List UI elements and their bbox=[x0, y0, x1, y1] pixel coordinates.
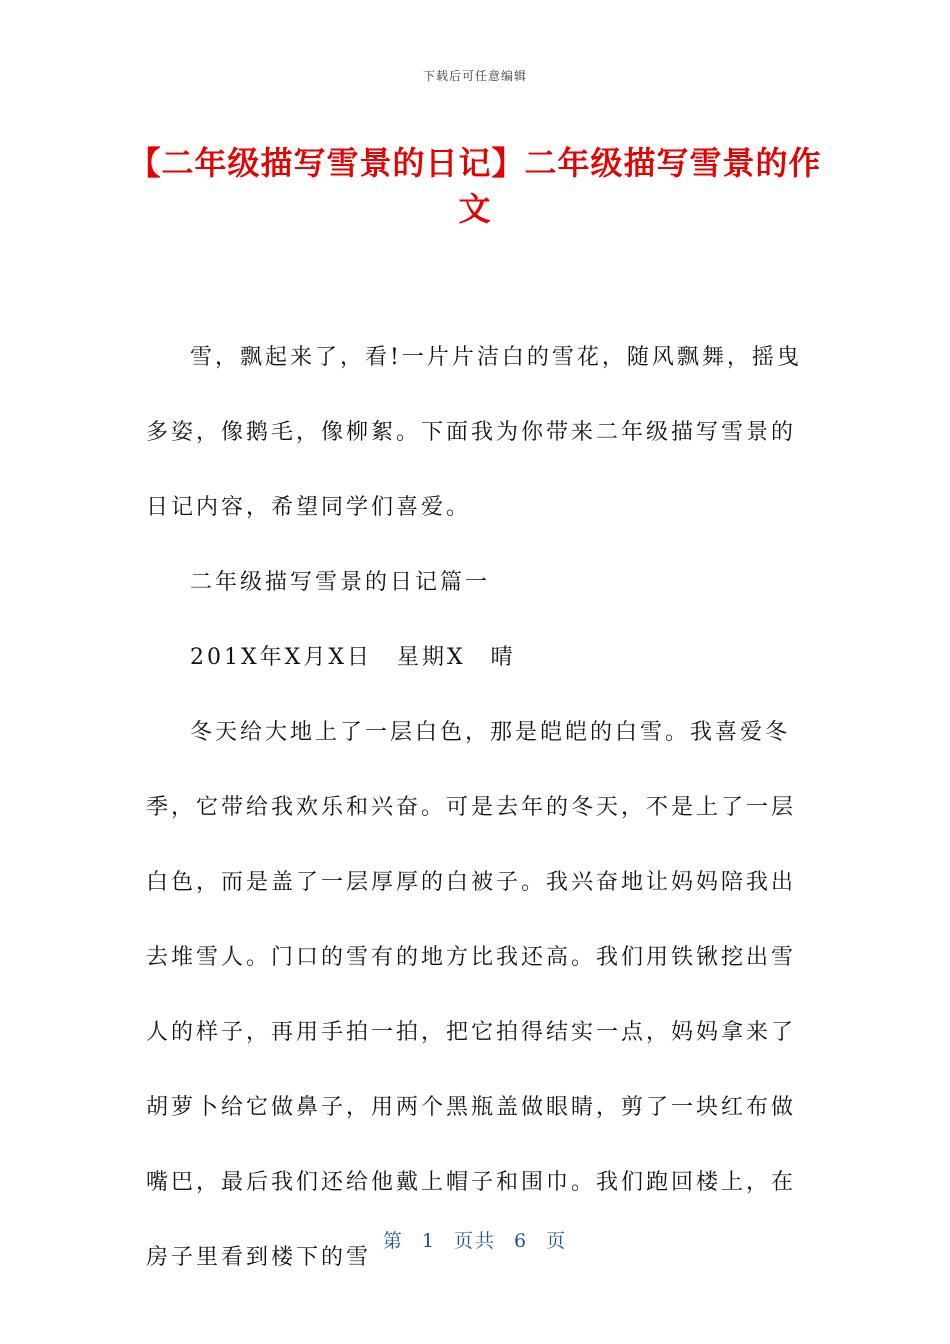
header-note: 下载后可任意编辑 bbox=[422, 69, 527, 83]
footer-total-pages: 6 bbox=[514, 1230, 529, 1252]
footer-prefix: 第 bbox=[382, 1230, 404, 1252]
footer-page-number: 1 bbox=[421, 1230, 436, 1252]
document-title: 【二年级描写雪景的日记】二年级描写雪景的作文 bbox=[128, 144, 822, 228]
footer-suffix: 页 bbox=[546, 1230, 568, 1252]
document-body bbox=[146, 320, 810, 1295]
page-footer bbox=[0, 1226, 950, 1253]
paragraph-section-heading: 二年级描写雪景的日记篇一 bbox=[190, 570, 491, 595]
paragraph-date-line: 201X年X月X日 星期X 晴 bbox=[190, 645, 516, 670]
footer-middle: 页共 bbox=[453, 1230, 496, 1252]
paragraph-story: 冬天给大地上了一层白色，那是皑皑的白雪。我喜爱冬季，它带给我欢乐和兴奋。可是去年的冬天，不是上了一层白色，而是盖了一层厚厚的白被子。我兴奋地让妈妈陪我出去堆雪人。门口的雪有的地方比我还高。我们用铁锹挖出雪人的样子，再用手拍一拍，把它拍得结实一点，妈妈拿来了胡萝卜给它做鼻子，用两个黑瓶盖做眼睛，剪了一块红布做嘴巴，最后我们还给他戴上帽子和围巾。我们跑回楼上，在房子里看到楼下的雪 bbox=[146, 720, 797, 1270]
paragraph-intro: 雪，飘起来了，看!一片片洁白的雪花，随风飘舞，摇曳多姿，像鹅毛，像柳絮。下面我为你带来二年级描写雪景的日记内容，希望同学们喜爱。 bbox=[146, 345, 802, 520]
